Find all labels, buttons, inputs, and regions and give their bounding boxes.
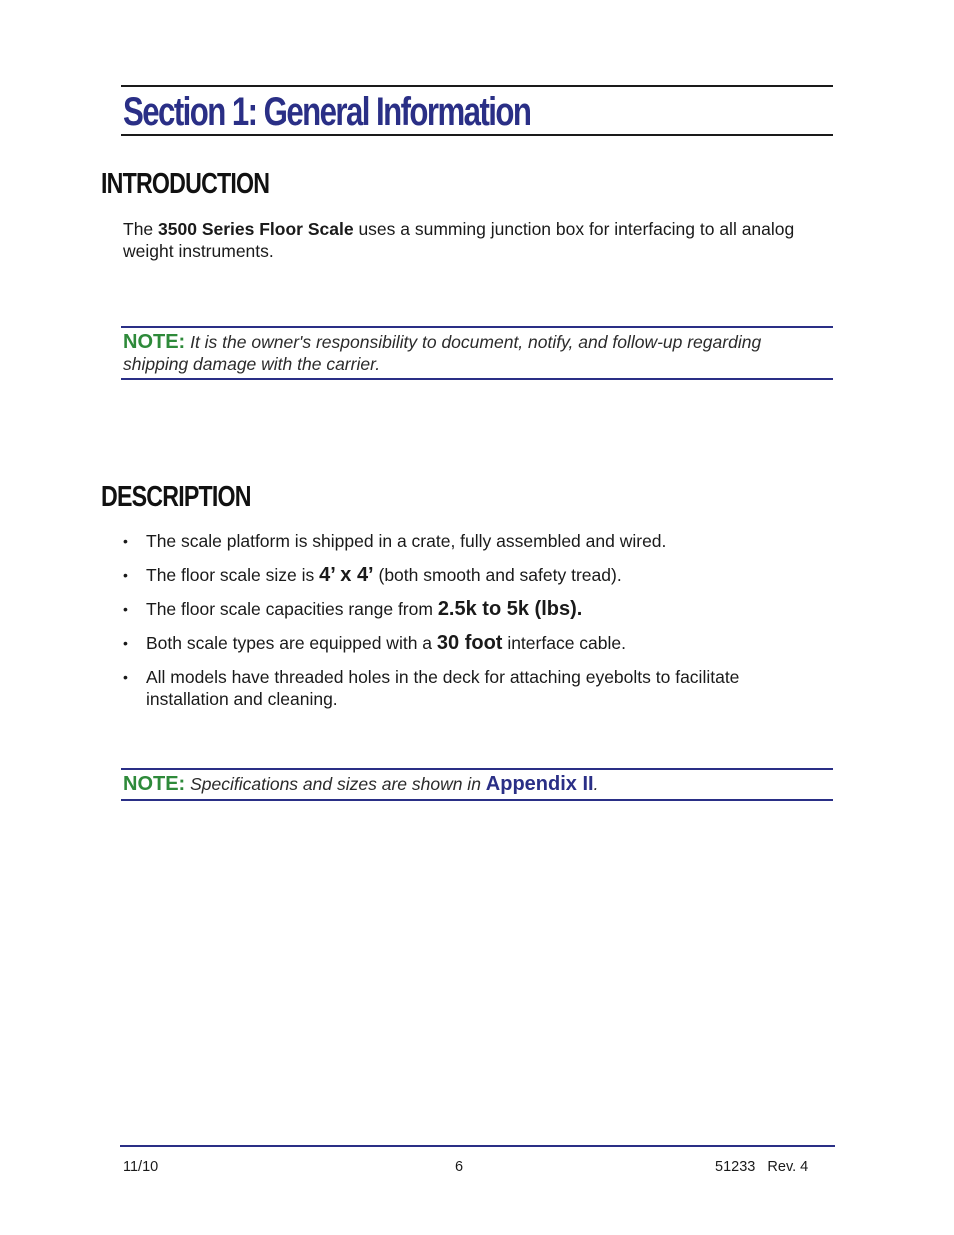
footer-date: 11/10 (123, 1159, 159, 1175)
bullet-icon: • (123, 567, 128, 583)
product-name: 3500 Series Floor Scale (158, 219, 354, 239)
bullet-icon: • (123, 533, 128, 549)
list-item: • The floor scale capacities range from 2.5k to 5k (lbs). (123, 598, 583, 620)
shipping-note (121, 326, 833, 380)
footer-page-number: 6 (455, 1159, 464, 1175)
description-list (123, 530, 823, 722)
introduction-paragraph: The 3500 Series Floor Scale uses a summing junction box for interfacing to all analog weight instruments. (123, 219, 795, 261)
section-title-band (121, 85, 833, 136)
appendix-link[interactable]: Appendix II (485, 773, 594, 795)
note-text: It is the owner's responsibility to document, notify, and follow-up regarding shipping damage with the carrier. (123, 332, 762, 374)
bullet-icon: • (123, 669, 128, 685)
bullet-icon: • (123, 601, 128, 617)
footer-divider (120, 1145, 835, 1147)
description-heading: DESCRIPTION (101, 481, 251, 513)
list-item: • The floor scale size is 4’ x 4’ (both smooth and safety tread). (123, 564, 622, 586)
note-text: Specifications and sizes are shown in (185, 774, 486, 794)
introduction-heading: INTRODUCTION (101, 168, 270, 200)
list-item: • All models have threaded holes in the deck for attaching eyebolts to facilitate installation and cleaning. (123, 667, 740, 709)
bullet-icon: • (123, 635, 128, 651)
list-item: • Both scale types are equipped with a 30 foot interface cable. (123, 632, 626, 654)
list-item: • The scale platform is shipped in a crate, fully assembled and wired. (123, 531, 667, 551)
note-label: NOTE: (123, 773, 186, 795)
footer-document-id: 51233 Rev. 4 (715, 1159, 809, 1175)
specifications-note: NOTE: Specifications and sizes are shown in Appendix II. (121, 768, 833, 801)
note-label: NOTE: (123, 331, 186, 353)
section-title: Section 1: General Information (123, 90, 531, 134)
